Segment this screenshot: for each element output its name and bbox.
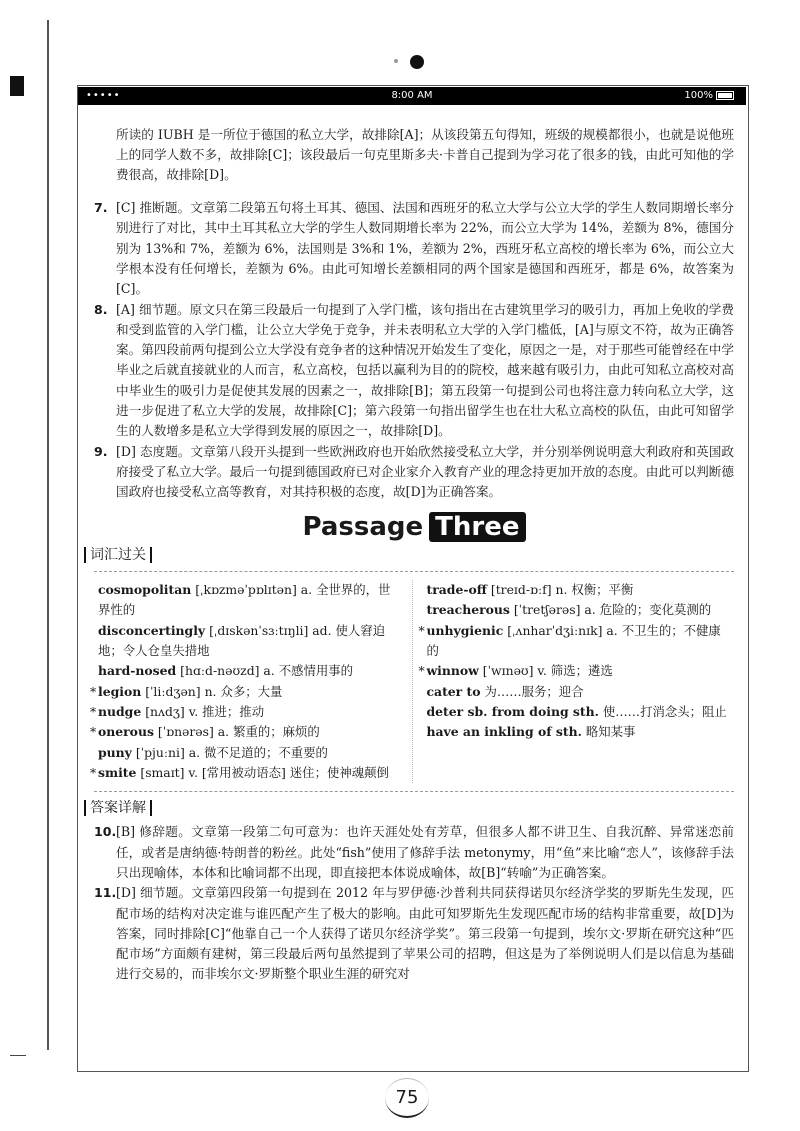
- vocab-word: onerous: [98, 724, 154, 740]
- page-content: [90, 112, 734, 985]
- battery-icon: [716, 91, 734, 100]
- vocab-column-left: [90, 580, 402, 783]
- vocab-entry: [418, 621, 731, 662]
- vocab-phonetic: [smaɪt]: [140, 764, 185, 780]
- vocab-meaning: 不感情用事的: [278, 663, 354, 679]
- vocab-phonetic: [treɪd-ɒːf]: [490, 582, 552, 598]
- vocab-entry: [427, 682, 731, 702]
- vocab-entry: [427, 600, 731, 620]
- answer-text: [B] 修辞题。文章第一段第二句可意为：也许天涯处处有芳草，但很多人都不讲卫生、自我沉醉、异常迷恋前任，或者是唐纳德·特朗普的粉丝。此处“fish”使用了修辞手法 metonymy，用“鱼”来比喻“恋人”，该修辞手法只出现喻体，本体和比喻词都不出现，即直接把本体说成喻体，故[B]“转喻”为正确答案。: [116, 824, 734, 880]
- vocab-entry: [98, 621, 402, 662]
- passage-word: Passage: [302, 511, 424, 542]
- vocab-star: *: [90, 683, 97, 699]
- vocab-phonetic: [ˈwɪnəʊ]: [482, 663, 534, 679]
- vocab-meaning: 不卫生的；不健康的: [426, 622, 721, 659]
- vocab-entry: [98, 661, 402, 681]
- answer-item: [94, 442, 734, 503]
- vocab-word: trade-off: [426, 582, 487, 598]
- answer-number: 7.: [94, 200, 108, 216]
- vocab-pos: v.: [537, 663, 547, 679]
- vocab-meaning: 使人窘迫地；令人仓皇失措地: [98, 622, 386, 659]
- answer-number: 11.: [94, 885, 117, 901]
- vocab-phonetic: [nʌdʒ]: [145, 703, 185, 719]
- vocab-pos: n.: [555, 582, 568, 598]
- vocab-pos: a.: [188, 744, 201, 760]
- battery-status: [684, 90, 734, 101]
- vocab-star: *: [418, 622, 425, 638]
- answer-text: [A] 细节题。原文只在第三段最后一句提到了入学门槛，该句指出在古建筑里学习的吸引力，再加上免收的学费和受到监管的入学门槛，让公立大学免于竞争，并未表明私立大学的入学门槛低，[A]与原文不符，故为正确答案。第四段前两句提到公立大学没有竞争者的这种情况开始发生了变化，原因之一是，对于那些可能曾经在中学毕业之后就直接就业的人而言，私立高校，包括以赢利为目的的院校，越来越有吸引力，由此可知私立高校对高中毕业生的吸引力是促使其发展的因素之一，故排除[B]；第五段第一句提到公司也将注意力转向私立大学，这进一步促进了私立大学的发展，故排除[C]；第六段第一句指出留学生也在壮大私立高校的队伍，由此可知留学生的人数增多是私立大学得到发展的原因之一，故排除[D]。: [116, 301, 734, 439]
- binding-line: [47, 20, 49, 1050]
- answer-list-top: [94, 198, 734, 502]
- vocab-phonetic: [ˌkɒzməˈpɒlɪtən]: [195, 582, 297, 598]
- passage-title: [94, 511, 734, 542]
- vocab-phonetic: [ˈliːdʒən]: [145, 683, 201, 699]
- vocab-word: deter sb. from doing sth.: [426, 703, 599, 719]
- page-number: [385, 1078, 429, 1118]
- vocab-meaning: 略知某事: [585, 724, 636, 740]
- vocab-word: disconcertingly: [98, 622, 206, 638]
- vocab-phonetic: [ˈpjuːni]: [135, 744, 185, 760]
- vocab-star: *: [90, 764, 97, 780]
- camera-icon: [410, 55, 424, 69]
- vocab-phonetic: [ˈtretʃərəs]: [513, 602, 581, 618]
- margin-mark: [10, 1055, 26, 1056]
- vocab-star: *: [418, 663, 425, 679]
- page-number-arc: [385, 1078, 429, 1118]
- vocab-entry: [98, 580, 402, 621]
- answer-item: [94, 822, 734, 883]
- answers-heading: 答案详解: [84, 800, 152, 816]
- answer-item: [94, 300, 734, 442]
- vocab-box: [90, 571, 734, 792]
- sensor-dot: [394, 59, 398, 63]
- passage-number: Three: [429, 512, 525, 542]
- status-bar: [78, 87, 746, 105]
- vocab-word: cater to: [426, 683, 481, 699]
- binding-mark: [10, 76, 24, 96]
- signal-icon: •••••: [86, 90, 121, 101]
- vocab-phonetic: [ˌdɪskənˈsɜːtɪŋli]: [209, 622, 309, 638]
- vocab-pos: a.: [300, 582, 313, 598]
- answer-text: [D] 细节题。文章第四段第一句提到在 2012 年与罗伊德·沙普利共同获得诺贝尔经济学奖的罗斯先生发现，匹配市场的结构对决定谁与谁匹配产生了极大的影响。由此可知罗斯先生发现匹配市场的结构非常重要，故[D]为答案，同时排除[C]“他靠自己一个人获得了诺贝尔经济学奖”。第三段第一句提到，埃尔文·罗斯在研究这种“匹配市场”方面颇有建树，第三段最后两句虽然提到了苹果公司的招聘，但这是为了举例说明人们是以信息为基础进行交易的，而非埃尔文·罗斯整个职业生涯的研究对: [116, 885, 734, 982]
- vocab-entry: [90, 682, 402, 702]
- answer-item: [94, 198, 734, 299]
- answer-text: [D] 态度题。文章第八段开头提到一些欧洲政府也开始欣然接受私立大学，并分别举例说明意大利政府和英国政府接受了私立大学。最后一句提到德国政府已对企业家介入教育产业的理念持更加开放的态度。由此可以判断德国政府也接受私立高等教育，对其持积极的态度，故[D]为正确答案。: [116, 443, 734, 500]
- vocab-star: *: [90, 724, 97, 740]
- vocab-column-right: [412, 580, 731, 783]
- status-time: 8:00 AM: [391, 90, 433, 101]
- vocab-entry: [90, 702, 402, 722]
- vocab-meaning: 权衡；平衡: [571, 582, 634, 598]
- answer-number: 9.: [94, 443, 108, 459]
- vocab-entry: [98, 743, 402, 763]
- vocab-word: legion: [98, 683, 142, 699]
- vocab-word: smite: [98, 764, 137, 780]
- vocab-pos: v.: [188, 703, 199, 719]
- vocab-phonetic: [hɑːd-nəʊzd]: [180, 663, 260, 679]
- vocab-meaning: 繁重的；麻烦的: [233, 724, 320, 740]
- vocab-entry: [418, 661, 731, 681]
- vocab-meaning: 使……打消念头；阻止: [602, 703, 727, 719]
- answer-number: 10.: [94, 824, 117, 840]
- battery-label: 100%: [684, 90, 713, 101]
- vocab-entry: [427, 722, 731, 742]
- top-paragraph: 所读的 IUBH 是一所位于德国的私立大学，故排除[A]；从该段第五句得知，班级的规模都很小，也就是说他班上的同学人数不多，故排除[C]；该段最后一句克里斯多夫·卡普自己提到为学习花了很多的钱，由此可知他的学费很高，故排除[D]。: [116, 126, 734, 183]
- vocab-pos: a.: [584, 602, 596, 618]
- vocab-phonetic: [ˌʌnharˈdʒiːnɪk]: [507, 622, 603, 638]
- vocab-word: winnow: [426, 663, 479, 679]
- page-number-label: 75: [395, 1087, 419, 1108]
- vocab-meaning: 众多；大量: [220, 683, 283, 699]
- vocab-entry: [90, 722, 402, 742]
- answer-text: [C] 推断题。文章第二段第五句将土耳其、德国、法国和西班牙的私立大学与公立大学的学生人数同期增长率分别进行了对比，其中土耳其私立大学的学生人数同期增长率为 22%，而公立大学为 14%，差额为 8%，德国分别为 13%和 7%，差额为 6%，法国则是 3%和 1%，差额为 2%，西班牙私立高校的增长率为 6%，而公立大学根本没有任何增长，差额为 6%。由此可知增长差额相同的两个国家是德国和西班牙，都是 6%，故答案为[C]。: [116, 200, 734, 297]
- vocab-meaning: 全世界的，世界性的: [98, 582, 391, 618]
- vocab-meaning: 微不足道的；不重要的: [204, 744, 328, 760]
- vocab-entry: [427, 580, 731, 600]
- vocab-pos: n.: [204, 683, 217, 699]
- vocab-word: cosmopolitan: [98, 582, 192, 598]
- vocab-meaning: 为……服务；迎合: [484, 683, 584, 699]
- vocab-pos: v.: [188, 764, 198, 780]
- answer-item: [94, 883, 734, 984]
- answer-list-bottom: [94, 822, 734, 984]
- vocab-word: unhygienic: [426, 622, 504, 638]
- answer-number: 8.: [94, 301, 108, 317]
- vocab-pos: a.: [217, 724, 230, 740]
- vocab-pos: a.: [263, 663, 275, 679]
- vocab-word: puny: [98, 744, 132, 760]
- vocab-phonetic: [ˈɒnərəs]: [157, 724, 214, 740]
- vocab-entry: [90, 763, 402, 783]
- vocab-meaning: 危险的；变化莫测的: [599, 602, 712, 618]
- vocab-entry: [427, 702, 731, 722]
- vocab-meaning: 筛选；遴选: [550, 663, 613, 679]
- vocab-pos: ad.: [312, 622, 332, 638]
- vocab-heading: 词汇过关: [84, 547, 152, 563]
- vocab-meaning: 推进；推动: [202, 703, 265, 719]
- vocab-meaning: [常用被动语态] 迷住；使神魂颠倒: [201, 764, 389, 780]
- vocab-word: have an inkling of sth.: [426, 724, 582, 740]
- vocab-word: treacherous: [426, 602, 510, 618]
- vocab-word: nudge: [98, 703, 142, 719]
- vocab-star: *: [90, 703, 97, 719]
- vocab-pos: a.: [606, 622, 618, 638]
- vocab-word: hard-nosed: [98, 663, 177, 679]
